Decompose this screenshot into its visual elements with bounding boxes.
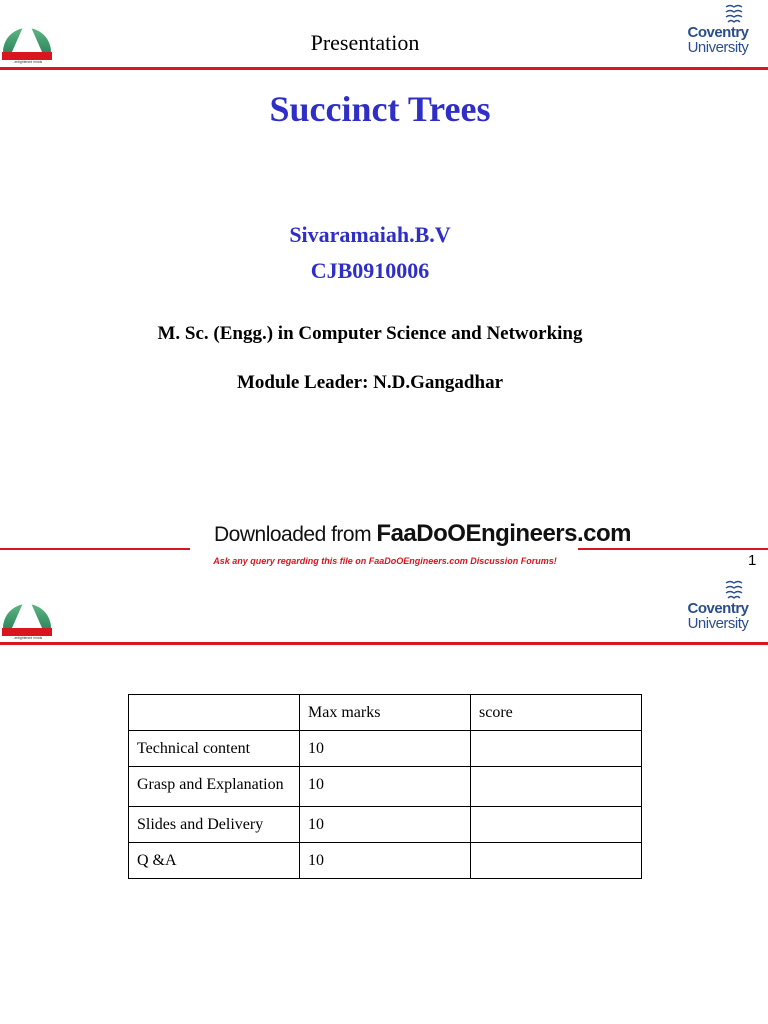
table-header-row <box>129 695 642 731</box>
table-cell <box>471 843 642 879</box>
table-row <box>129 843 642 879</box>
header-divider <box>0 67 768 70</box>
download-banner <box>214 520 631 548</box>
table-cell <box>471 807 642 843</box>
table-row <box>129 731 642 767</box>
logo-tagline: ...enlightened minds <box>11 60 43 64</box>
table-cell <box>471 767 642 807</box>
slide-2 <box>0 576 768 1024</box>
presentation-title: Succinct Trees <box>269 89 491 129</box>
header-title: Presentation <box>310 30 420 55</box>
table-cell: 10 <box>300 767 471 807</box>
coventry-university-logo <box>680 4 756 60</box>
table-cell: Slides and Delivery <box>129 807 300 843</box>
registration-number: CJB0910006 <box>310 258 430 283</box>
table-cell: Technical content <box>129 731 300 767</box>
table-cell: Grasp and Explanation <box>129 767 300 807</box>
crest-icon <box>680 4 756 26</box>
author-name: Sivaramaiah.B.V <box>289 222 451 247</box>
table-cell: 10 <box>300 843 471 879</box>
coventry-university-logo <box>680 580 756 636</box>
module-leader: Module Leader: N.D.Gangadhar <box>237 372 503 393</box>
download-prefix: Downloaded from <box>214 523 377 546</box>
table-cell <box>471 731 642 767</box>
table-cell: Q &A <box>129 843 300 879</box>
logo-line-1: Coventry <box>687 600 749 617</box>
table-header-cell: Max marks <box>300 695 471 731</box>
table-header-cell <box>129 695 300 731</box>
logo-line-2: University <box>687 39 749 56</box>
table-header-cell: score <box>471 695 642 731</box>
course-name: M. Sc. (Engg.) in Computer Science and Networking <box>157 323 583 344</box>
download-subtext: Ask any query regarding this file on FaaDoOEngineers.com Discussion Forums! <box>213 556 557 566</box>
crest-icon <box>680 580 756 602</box>
evaluation-table <box>128 694 642 879</box>
logo-tagline: ...enlightened minds <box>11 636 43 640</box>
header-divider <box>0 642 768 645</box>
table-cell: 10 <box>300 731 471 767</box>
table-cell: 10 <box>300 807 471 843</box>
page-number: 1 <box>748 552 757 569</box>
footer-divider-right <box>578 548 768 550</box>
table-row <box>129 807 642 843</box>
download-brand-link[interactable]: FaaDoOEngineers.com <box>376 520 631 547</box>
institute-logo-icon <box>2 580 52 640</box>
logo-line-1: Coventry <box>687 24 749 41</box>
logo-line-2: University <box>687 615 749 632</box>
table-row <box>129 767 642 807</box>
footer-divider-left <box>0 548 190 550</box>
